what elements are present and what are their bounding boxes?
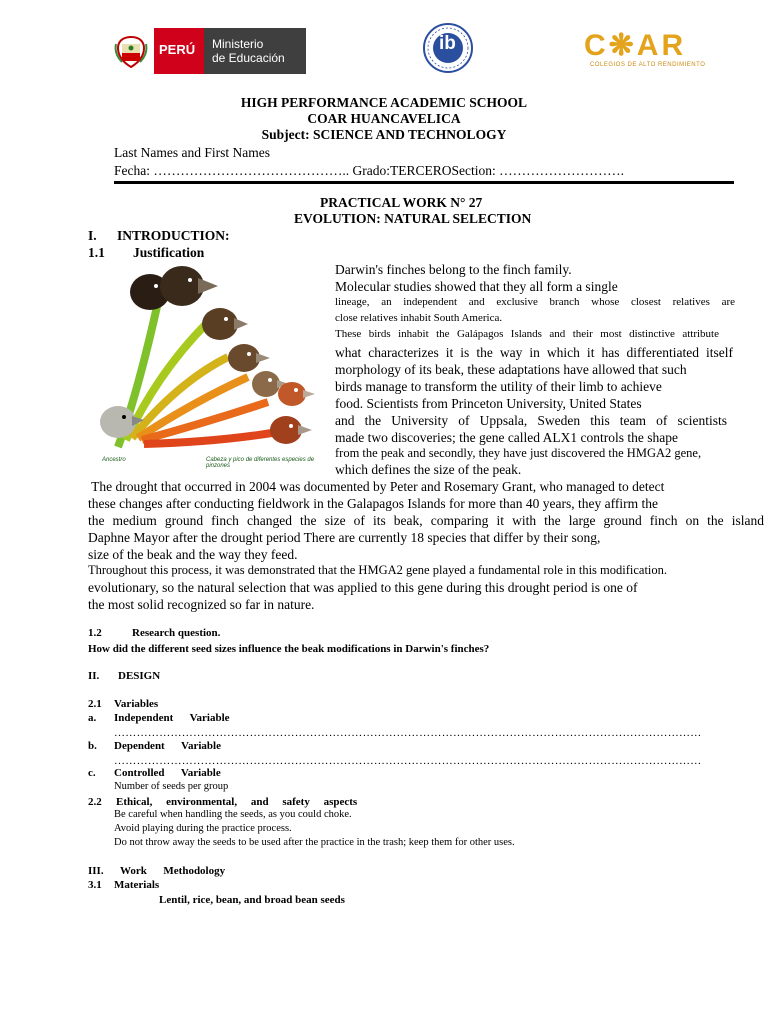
intro-right-line: made two discoveries; the gene called ALX1 controls the shape xyxy=(335,430,679,445)
peru-badge xyxy=(154,28,204,74)
intro-num: I. xyxy=(88,228,97,243)
intro-right-line: food. Scientists from Princeton University, United States xyxy=(335,396,642,411)
controlled-variable-value: Number of seeds per group xyxy=(114,781,229,792)
ministry-badge xyxy=(204,28,306,74)
coar-title: COAR HUANCAVELICA xyxy=(307,111,461,126)
intro-right-line: lineage, an independent and exclusive branch whose closest relatives are xyxy=(335,296,735,308)
research-num: 1.2 xyxy=(88,627,102,639)
intro-right-line: These birds inhabit the Galápagos Islands and their most distinctive attribute xyxy=(335,328,719,340)
finch-head-3 xyxy=(202,308,248,340)
intro-heading: INTRODUCTION: xyxy=(117,228,230,243)
names-field-label: Last Names and First Names xyxy=(114,145,270,160)
ib-label: ib xyxy=(439,33,456,54)
dependent-label: b. xyxy=(88,740,97,752)
intro-right-line: what characterizes it is the way in which it has differentiated itself xyxy=(335,345,733,360)
independent-variable-label: Independent Variable xyxy=(114,712,230,724)
finch-head-7 xyxy=(270,416,312,444)
variables-heading: Variables xyxy=(114,698,159,710)
intro-body-line: these changes after conducting fieldwork in the Galapagos Islands for more than 40 years, they affirm the xyxy=(88,496,658,511)
intro-right-line: which defines the size of the peak. xyxy=(335,462,522,477)
work-heading: Work Methodology xyxy=(120,865,226,877)
finch-head-2 xyxy=(160,266,218,306)
intro-body-line: Daphne Mayor after the drought period There are currently 18 species that differ by their song, xyxy=(88,530,601,545)
intro-body-line: Throughout this process, it was demonstrated that the HMGA2 gene played a fundamental role in this modification. xyxy=(88,563,668,577)
controlled-label: c. xyxy=(88,767,96,779)
intro-right-line: close relatives inhabit South America. xyxy=(335,312,503,324)
intro-right-line: Darwin's finches belong to the finch family. xyxy=(335,262,572,277)
ethics-item: Do not throw away the seeds to be used after the practice in the trash; keep them for other uses. xyxy=(114,837,515,848)
ethics-num: 2.2 xyxy=(88,796,102,808)
coar-logo xyxy=(584,28,734,72)
ethics-item: Be careful when handling the seeds, as you could choke. xyxy=(114,809,352,820)
materials-heading: Materials xyxy=(114,879,160,891)
materials-item: Lentil, rice, bean, and broad bean seeds xyxy=(159,894,345,906)
figure-caption-left: Ancestro xyxy=(102,457,126,463)
finch-evolution-figure xyxy=(98,262,326,468)
intro-right-line: morphology of its beak, these adaptations have allowed that such xyxy=(335,362,687,377)
design-num: II. xyxy=(88,670,100,682)
intro-body-line: evolutionary, so the natural selection that was applied to this gene during this drought period is one of xyxy=(88,580,638,595)
intro-right-line: from the peak and secondly, they have just discovered the HMGA2 gene, xyxy=(335,446,702,460)
research-question: How did the different seed sizes influence the beak modifications in Darwin's finches? xyxy=(88,643,490,655)
practical-title: EVOLUTION: NATURAL SELECTION xyxy=(294,211,532,226)
ethics-item: Avoid playing during the practice process. xyxy=(114,823,292,834)
intro-right-line: Molecular studies showed that they all form a single xyxy=(335,279,618,294)
ministry-line2: de Educación xyxy=(212,51,285,65)
header-divider xyxy=(114,181,734,184)
intro-body-line: size of the beak and the way they feed. xyxy=(88,547,298,562)
intro-right-line: birds manage to transform the utility of their limb to achieve xyxy=(335,379,662,394)
figure-caption-right: Cabeza y pico de diferentes especies de pinzones xyxy=(206,457,315,469)
ethics-heading: Ethical, environmental, and safety aspects xyxy=(116,796,358,808)
design-heading: DESIGN xyxy=(118,670,161,682)
subject-title: Subject: SCIENCE AND TECHNOLOGY xyxy=(261,127,507,142)
intro-body-line: The drought that occurred in 2004 was documented by Peter and Rosemary Grant, who managed to detect xyxy=(88,479,665,494)
research-heading: Research question. xyxy=(132,627,221,639)
controlled-variable-label: Controlled Variable xyxy=(114,767,221,779)
peru-ministry-logo xyxy=(112,28,306,74)
intro-body-line: the medium ground finch changed the size of its beak, comparing it with the large ground finch on the island xyxy=(88,513,764,528)
coar-wordmark: C❋AR xyxy=(584,29,687,62)
independent-variable-blank[interactable]: ………………………………………………………………………………………………………………………………………… xyxy=(114,727,702,739)
intro-right-line: and the University of Uppsala, Sweden this team of scientists xyxy=(335,413,727,428)
justification-heading: Justification xyxy=(133,245,205,260)
intro-body-line: the most solid recognized so far in nature. xyxy=(88,597,315,612)
work-num: III. xyxy=(88,865,104,877)
independent-label: a. xyxy=(88,712,97,724)
coat-of-arms-icon xyxy=(112,34,150,70)
dependent-variable-blank[interactable]: ………………………………………………………………………………………………………………………………………… xyxy=(114,755,702,767)
dependent-variable-label: Dependent Variable xyxy=(114,740,221,752)
justification-num: 1.1 xyxy=(88,245,105,260)
variables-num: 2.1 xyxy=(88,698,102,710)
ministry-line1: Ministerio xyxy=(212,37,264,51)
finch-head-4 xyxy=(228,344,270,372)
finch-head-6 xyxy=(278,382,315,406)
ib-logo xyxy=(418,22,478,74)
coar-subtitle: COLEGIOS DE ALTO RENDIMIENTO xyxy=(590,62,706,68)
practical-number: PRACTICAL WORK N° 27 xyxy=(320,195,483,210)
fecha-line: Fecha: …………………………………….. Grado:TERCEROSection: ………………………. xyxy=(114,163,624,178)
peru-label: PERÚ xyxy=(159,42,196,57)
school-title: HIGH PERFORMANCE ACADEMIC SCHOOL xyxy=(240,95,528,110)
materials-num: 3.1 xyxy=(88,879,102,891)
